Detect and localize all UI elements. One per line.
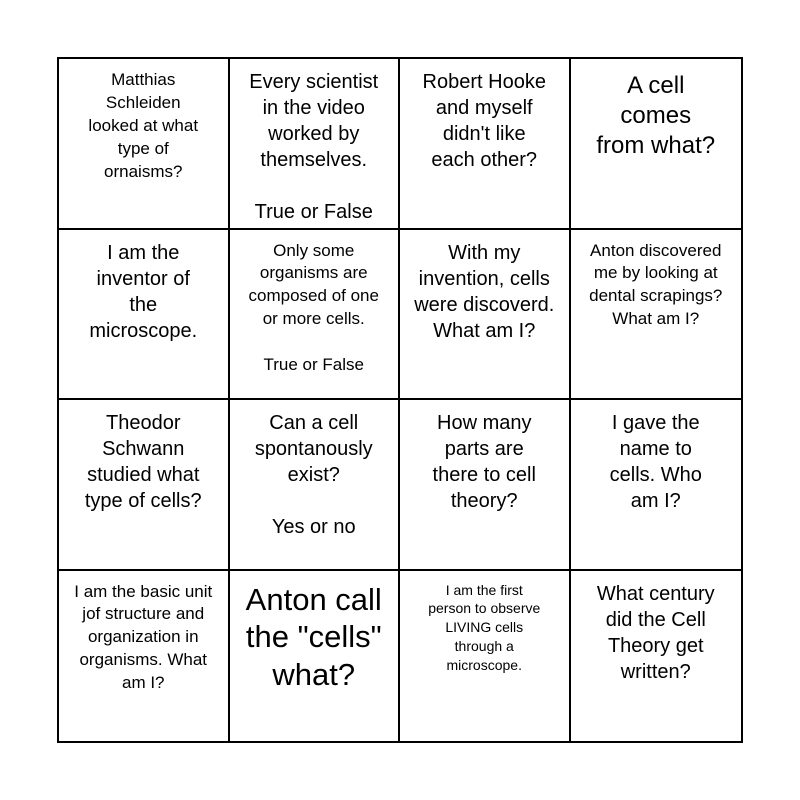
clue-text: I am the inventor of the microscope. [89,241,198,342]
clue-text: A cell comes from what? [596,72,716,159]
bingo-cell-13[interactable] [59,571,230,742]
clue-text: Anton call the "cells" what? [245,581,382,693]
clue-text: Can a cell spontanously exist? Yes or no [254,412,373,538]
clue-text: Anton discovered me by looking at dental scrapings? What am I? [589,240,723,329]
clue-text: Matthias Schleiden looked at what type of ornaisms? [88,70,199,181]
bingo-cell-5[interactable] [59,230,230,401]
clue-text: What century did the Cell Theory get written? [596,582,715,683]
bingo-cell-15[interactable] [400,571,571,742]
clue-text: Only some organisms are composed of one or more cells. True or False [248,240,379,375]
clue-text: I am the basic unit jof structure and organization in organisms. What am I? [74,581,213,693]
bingo-cell-10[interactable] [230,400,401,571]
bingo-cell-9[interactable] [59,400,230,571]
bingo-cell-6[interactable] [230,230,401,401]
bingo-cell-12[interactable] [571,400,742,571]
bingo-cell-14[interactable] [230,571,401,742]
clue-text: Every scientist in the video worked by themselves. True or False [249,71,379,223]
bingo-cell-11[interactable] [400,400,571,571]
bingo-cell-3[interactable] [400,59,571,230]
bingo-cell-7[interactable] [400,230,571,401]
clue-text: Theodor Schwann studied what type of cells? [84,412,202,512]
bingo-cell-4[interactable] [571,59,742,230]
bingo-cell-2[interactable] [230,59,401,230]
clue-text: I gave the name to cells. Who am I? [609,412,702,512]
clue-text: How many parts are there to cell theory? [432,412,536,512]
bingo-cell-8[interactable] [571,230,742,401]
clue-text: I am the first person to observe LIVING cells through a microscope. [428,581,541,674]
bingo-board [57,57,743,743]
clue-text: With my invention, cells were discoverd. What am I? [414,241,555,342]
clue-text: Robert Hooke and myself didn't like each other? [422,71,546,171]
bingo-cell-16[interactable] [571,571,742,742]
bingo-cell-1[interactable] [59,59,230,230]
